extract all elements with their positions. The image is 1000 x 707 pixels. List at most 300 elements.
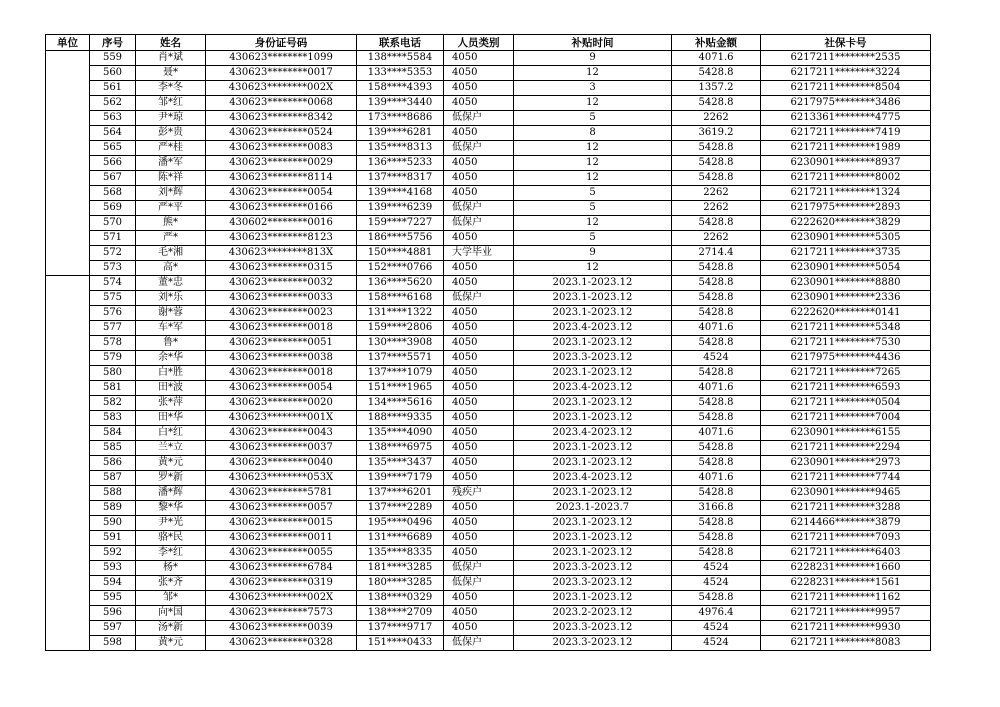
cell-amount: 4524 — [672, 561, 761, 576]
cell-card: 6217211********1324 — [761, 186, 931, 201]
table-row — [46, 141, 931, 156]
cell-phone: 139****4168 — [357, 186, 444, 201]
cell-amount: 4071.6 — [672, 471, 761, 486]
cell-id-number: 430623********0055 — [206, 546, 357, 561]
cell-card: 6228231********1660 — [761, 561, 931, 576]
cell-id-number: 430623********0319 — [206, 576, 357, 591]
cell-id-number: 430623********0015 — [206, 516, 357, 531]
cell-unit — [46, 126, 90, 141]
cell-subsidy-period: 2023.1-2023.12 — [514, 306, 672, 321]
cell-name: 董*忠 — [136, 276, 206, 291]
cell-subsidy-period: 12 — [514, 141, 672, 156]
table-row — [46, 156, 931, 171]
cell-name: 邹* — [136, 591, 206, 606]
cell-category: 4050 — [444, 231, 514, 246]
header-row — [46, 35, 931, 51]
cell-phone: 159****2806 — [357, 321, 444, 336]
cell-name: 罗*新 — [136, 471, 206, 486]
cell-id-number: 430623********0524 — [206, 126, 357, 141]
cell-amount: 4976.4 — [672, 606, 761, 621]
cell-category: 4050 — [444, 171, 514, 186]
cell-name: 熊* — [136, 216, 206, 231]
cell-no: 575 — [90, 291, 136, 306]
cell-amount: 5428.8 — [672, 171, 761, 186]
cell-category: 4050 — [444, 411, 514, 426]
cell-category: 低保户 — [444, 216, 514, 231]
cell-card: 6217211********7093 — [761, 531, 931, 546]
cell-card: 6217211********7530 — [761, 336, 931, 351]
cell-card: 6217211********7004 — [761, 411, 931, 426]
cell-name: 余*华 — [136, 351, 206, 366]
cell-amount: 5428.8 — [672, 156, 761, 171]
cell-phone: 137****5571 — [357, 351, 444, 366]
cell-id-number: 430623********0054 — [206, 381, 357, 396]
cell-name: 严*平 — [136, 201, 206, 216]
table-row — [46, 516, 931, 531]
cell-subsidy-period: 2023.4-2023.12 — [514, 426, 672, 441]
cell-subsidy-period: 9 — [514, 51, 672, 66]
table-row — [46, 411, 931, 426]
cell-amount: 4524 — [672, 636, 761, 651]
cell-phone: 131****1322 — [357, 306, 444, 321]
cell-subsidy-period: 12 — [514, 156, 672, 171]
cell-no: 561 — [90, 81, 136, 96]
cell-unit — [46, 396, 90, 411]
cell-phone: 158****4393 — [357, 81, 444, 96]
cell-subsidy-period: 5 — [514, 201, 672, 216]
cell-no: 562 — [90, 96, 136, 111]
cell-name: 肖*斌 — [136, 51, 206, 66]
cell-phone: 137****1079 — [357, 366, 444, 381]
cell-unit — [46, 621, 90, 636]
cell-phone: 151****0433 — [357, 636, 444, 651]
cell-id-number: 430623********0032 — [206, 276, 357, 291]
cell-category: 4050 — [444, 81, 514, 96]
cell-name: 张*萍 — [136, 396, 206, 411]
cell-no: 580 — [90, 366, 136, 381]
cell-phone: 186****5756 — [357, 231, 444, 246]
cell-phone: 135****4090 — [357, 426, 444, 441]
table-row — [46, 201, 931, 216]
cell-subsidy-period: 2023.1-2023.12 — [514, 531, 672, 546]
cell-card: 6228231********1561 — [761, 576, 931, 591]
cell-category: 4050 — [444, 156, 514, 171]
cell-unit — [46, 246, 90, 261]
cell-category: 4050 — [444, 546, 514, 561]
cell-category: 4050 — [444, 516, 514, 531]
cell-phone: 152****0766 — [357, 261, 444, 276]
cell-phone: 195****0496 — [357, 516, 444, 531]
cell-amount: 5428.8 — [672, 66, 761, 81]
cell-name: 毛*湘 — [136, 246, 206, 261]
cell-no: 586 — [90, 456, 136, 471]
cell-id-number: 430623********0083 — [206, 141, 357, 156]
cell-subsidy-period: 2023.3-2023.12 — [514, 621, 672, 636]
cell-name: 田*波 — [136, 381, 206, 396]
cell-no: 585 — [90, 441, 136, 456]
cell-card: 6213361********4775 — [761, 111, 931, 126]
cell-phone: 138****6975 — [357, 441, 444, 456]
cell-subsidy-period: 2023.4-2023.12 — [514, 321, 672, 336]
table-row — [46, 96, 931, 111]
cell-card: 6217211********1989 — [761, 141, 931, 156]
cell-subsidy-period: 2023.1-2023.12 — [514, 291, 672, 306]
cell-id-number: 430623********0017 — [206, 66, 357, 81]
cell-id-number: 430623********8342 — [206, 111, 357, 126]
cell-subsidy-period: 2023.1-2023.7 — [514, 501, 672, 516]
cell-amount: 5428.8 — [672, 591, 761, 606]
cell-unit — [46, 546, 90, 561]
cell-id-number: 430623********0018 — [206, 321, 357, 336]
cell-amount: 5428.8 — [672, 516, 761, 531]
table-row — [46, 546, 931, 561]
cell-name: 黎*华 — [136, 501, 206, 516]
cell-card: 6230901********5054 — [761, 261, 931, 276]
cell-category: 低保户 — [444, 201, 514, 216]
cell-unit — [46, 636, 90, 651]
col-header-id-number: 身份证号码 — [206, 35, 357, 51]
cell-amount: 5428.8 — [672, 531, 761, 546]
cell-phone: 137****8317 — [357, 171, 444, 186]
table-row — [46, 366, 931, 381]
cell-amount: 5428.8 — [672, 96, 761, 111]
cell-card: 6217211********3735 — [761, 246, 931, 261]
cell-phone: 138****2709 — [357, 606, 444, 621]
cell-unit — [46, 351, 90, 366]
cell-unit — [46, 381, 90, 396]
cell-no: 594 — [90, 576, 136, 591]
cell-amount: 2262 — [672, 111, 761, 126]
cell-card: 6217975********4436 — [761, 351, 931, 366]
cell-no: 597 — [90, 621, 136, 636]
table-row — [46, 216, 931, 231]
table-row — [46, 576, 931, 591]
cell-id-number: 430623********8114 — [206, 171, 357, 186]
cell-category: 低保户 — [444, 636, 514, 651]
cell-name: 李*红 — [136, 546, 206, 561]
cell-no: 593 — [90, 561, 136, 576]
cell-phone: 135****8313 — [357, 141, 444, 156]
cell-subsidy-period: 2023.3-2023.12 — [514, 351, 672, 366]
cell-phone: 133****5353 — [357, 66, 444, 81]
cell-card: 6217975********2893 — [761, 201, 931, 216]
table-body — [46, 51, 931, 651]
cell-card: 6230901********8937 — [761, 156, 931, 171]
cell-no: 567 — [90, 171, 136, 186]
table-row — [46, 276, 931, 291]
cell-id-number: 430623********0315 — [206, 261, 357, 276]
cell-unit — [46, 141, 90, 156]
cell-phone: 139****6239 — [357, 201, 444, 216]
table-row — [46, 81, 931, 96]
cell-card: 6217211********1162 — [761, 591, 931, 606]
cell-unit — [46, 591, 90, 606]
cell-unit — [46, 486, 90, 501]
cell-phone: 138****5584 — [357, 51, 444, 66]
cell-card: 6230901********2336 — [761, 291, 931, 306]
cell-card: 6217211********7744 — [761, 471, 931, 486]
cell-category: 4050 — [444, 366, 514, 381]
cell-no: 576 — [90, 306, 136, 321]
cell-no: 569 — [90, 201, 136, 216]
cell-subsidy-period: 2023.3-2023.12 — [514, 561, 672, 576]
cell-category: 低保户 — [444, 561, 514, 576]
cell-unit — [46, 291, 90, 306]
cell-phone: 181****3285 — [357, 561, 444, 576]
cell-category: 4050 — [444, 51, 514, 66]
cell-no: 588 — [90, 486, 136, 501]
cell-no: 591 — [90, 531, 136, 546]
cell-no: 596 — [90, 606, 136, 621]
cell-unit — [46, 606, 90, 621]
cell-category: 4050 — [444, 186, 514, 201]
cell-id-number: 430623********0068 — [206, 96, 357, 111]
cell-phone: 151****1965 — [357, 381, 444, 396]
cell-no: 559 — [90, 51, 136, 66]
cell-card: 6214466********3879 — [761, 516, 931, 531]
table-row — [46, 66, 931, 81]
cell-unit — [46, 171, 90, 186]
cell-subsidy-period: 12 — [514, 171, 672, 186]
cell-unit — [46, 336, 90, 351]
cell-category: 4050 — [444, 471, 514, 486]
table-row — [46, 486, 931, 501]
cell-category: 低保户 — [444, 291, 514, 306]
cell-name: 白*红 — [136, 426, 206, 441]
cell-amount: 5428.8 — [672, 216, 761, 231]
cell-phone: 139****6281 — [357, 126, 444, 141]
cell-phone: 139****3440 — [357, 96, 444, 111]
table-row — [46, 321, 931, 336]
cell-unit — [46, 96, 90, 111]
cell-card: 6217211********8002 — [761, 171, 931, 186]
table-row — [46, 426, 931, 441]
cell-name: 严* — [136, 231, 206, 246]
cell-phone: 188****9335 — [357, 411, 444, 426]
cell-no: 565 — [90, 141, 136, 156]
cell-category: 4050 — [444, 501, 514, 516]
table-row — [46, 111, 931, 126]
cell-card: 6217211********9957 — [761, 606, 931, 621]
cell-card: 6217975********3486 — [761, 96, 931, 111]
cell-phone: 158****6168 — [357, 291, 444, 306]
cell-subsidy-period: 12 — [514, 66, 672, 81]
cell-unit — [46, 51, 90, 66]
cell-name: 彭*贵 — [136, 126, 206, 141]
cell-phone: 136****5233 — [357, 156, 444, 171]
cell-category: 4050 — [444, 531, 514, 546]
table-row — [46, 456, 931, 471]
cell-amount: 2714.4 — [672, 246, 761, 261]
cell-card: 6217211********2535 — [761, 51, 931, 66]
cell-card: 6217211********9930 — [761, 621, 931, 636]
cell-category: 4050 — [444, 306, 514, 321]
cell-phone: 134****5616 — [357, 396, 444, 411]
cell-category: 低保户 — [444, 111, 514, 126]
table-row — [46, 336, 931, 351]
cell-amount: 5428.8 — [672, 141, 761, 156]
cell-card: 6217211********8504 — [761, 81, 931, 96]
table-row — [46, 291, 931, 306]
cell-no: 581 — [90, 381, 136, 396]
cell-no: 568 — [90, 186, 136, 201]
cell-name: 汤*新 — [136, 621, 206, 636]
cell-card: 6217211********2294 — [761, 441, 931, 456]
table-row — [46, 246, 931, 261]
cell-no: 582 — [90, 396, 136, 411]
cell-amount: 5428.8 — [672, 276, 761, 291]
cell-subsidy-period: 2023.1-2023.12 — [514, 396, 672, 411]
cell-no: 592 — [90, 546, 136, 561]
cell-phone: 137****6201 — [357, 486, 444, 501]
cell-id-number: 430623********0038 — [206, 351, 357, 366]
cell-subsidy-period: 2023.4-2023.12 — [514, 381, 672, 396]
cell-name: 骆*民 — [136, 531, 206, 546]
cell-name: 张*齐 — [136, 576, 206, 591]
cell-category: 4050 — [444, 126, 514, 141]
cell-no: 587 — [90, 471, 136, 486]
cell-no: 595 — [90, 591, 136, 606]
cell-no: 577 — [90, 321, 136, 336]
table-row — [46, 396, 931, 411]
cell-id-number: 430623********0051 — [206, 336, 357, 351]
col-header-unit: 单位 — [46, 35, 90, 51]
cell-name: 邹*红 — [136, 96, 206, 111]
cell-id-number: 430623********0020 — [206, 396, 357, 411]
cell-subsidy-period: 2023.3-2023.12 — [514, 636, 672, 651]
cell-phone: 137****9717 — [357, 621, 444, 636]
cell-amount: 5428.8 — [672, 456, 761, 471]
cell-name: 尹*光 — [136, 516, 206, 531]
cell-no: 573 — [90, 261, 136, 276]
cell-subsidy-period: 9 — [514, 246, 672, 261]
cell-subsidy-period: 12 — [514, 216, 672, 231]
cell-subsidy-period: 2023.1-2023.12 — [514, 546, 672, 561]
cell-amount: 5428.8 — [672, 486, 761, 501]
cell-id-number: 430623********0039 — [206, 621, 357, 636]
cell-subsidy-period: 2023.1-2023.12 — [514, 366, 672, 381]
cell-phone: 180****3285 — [357, 576, 444, 591]
cell-phone: 137****2289 — [357, 501, 444, 516]
subsidy-table — [45, 34, 931, 651]
cell-phone: 159****7227 — [357, 216, 444, 231]
cell-name: 潘*辉 — [136, 486, 206, 501]
cell-id-number: 430623********813X — [206, 246, 357, 261]
table-row — [46, 351, 931, 366]
cell-id-number: 430623********0011 — [206, 531, 357, 546]
cell-no: 560 — [90, 66, 136, 81]
cell-id-number: 430623********8123 — [206, 231, 357, 246]
cell-no: 563 — [90, 111, 136, 126]
table-row — [46, 381, 931, 396]
cell-subsidy-period: 2023.1-2023.12 — [514, 411, 672, 426]
cell-unit — [46, 156, 90, 171]
cell-card: 6217211********7265 — [761, 366, 931, 381]
cell-subsidy-period: 2023.1-2023.12 — [514, 486, 672, 501]
col-header-amount: 补贴金额 — [672, 35, 761, 51]
cell-category: 4050 — [444, 621, 514, 636]
cell-category: 低保户 — [444, 141, 514, 156]
table-row — [46, 261, 931, 276]
cell-unit — [46, 516, 90, 531]
cell-subsidy-period: 12 — [514, 261, 672, 276]
cell-phone: 135****3437 — [357, 456, 444, 471]
cell-subsidy-period: 5 — [514, 231, 672, 246]
cell-name: 谢*蓉 — [136, 306, 206, 321]
cell-no: 570 — [90, 216, 136, 231]
cell-name: 兰*立 — [136, 441, 206, 456]
cell-phone: 138****0329 — [357, 591, 444, 606]
cell-unit — [46, 456, 90, 471]
cell-card: 6217211********5348 — [761, 321, 931, 336]
cell-name: 尹*琼 — [136, 111, 206, 126]
cell-unit — [46, 216, 90, 231]
table-row — [46, 606, 931, 621]
cell-subsidy-period: 3 — [514, 81, 672, 96]
cell-amount: 4524 — [672, 621, 761, 636]
cell-amount: 5428.8 — [672, 546, 761, 561]
cell-card: 6230901********2973 — [761, 456, 931, 471]
cell-no: 589 — [90, 501, 136, 516]
cell-id-number: 430623********002X — [206, 591, 357, 606]
cell-category: 4050 — [444, 396, 514, 411]
cell-unit — [46, 441, 90, 456]
table-row — [46, 306, 931, 321]
cell-category: 4050 — [444, 456, 514, 471]
table-row — [46, 561, 931, 576]
cell-no: 598 — [90, 636, 136, 651]
cell-category: 4050 — [444, 426, 514, 441]
cell-amount: 4524 — [672, 351, 761, 366]
cell-category: 4050 — [444, 321, 514, 336]
cell-phone: 173****8686 — [357, 111, 444, 126]
cell-id-number: 430623********0043 — [206, 426, 357, 441]
cell-name: 杨* — [136, 561, 206, 576]
table-row — [46, 531, 931, 546]
cell-amount: 4071.6 — [672, 381, 761, 396]
cell-subsidy-period: 2023.1-2023.12 — [514, 336, 672, 351]
cell-id-number: 430623********0018 — [206, 366, 357, 381]
cell-phone: 150****4881 — [357, 246, 444, 261]
cell-id-number: 430623********001X — [206, 411, 357, 426]
cell-id-number: 430623********0054 — [206, 186, 357, 201]
cell-unit — [46, 531, 90, 546]
cell-phone: 135****8335 — [357, 546, 444, 561]
cell-amount: 5428.8 — [672, 396, 761, 411]
cell-amount: 5428.8 — [672, 306, 761, 321]
cell-amount: 2262 — [672, 231, 761, 246]
col-header-phone: 联系电话 — [357, 35, 444, 51]
cell-subsidy-period: 2023.1-2023.12 — [514, 456, 672, 471]
cell-category: 4050 — [444, 381, 514, 396]
cell-id-number: 430623********0166 — [206, 201, 357, 216]
col-header-card: 社保卡号 — [761, 35, 931, 51]
cell-phone: 136****5620 — [357, 276, 444, 291]
cell-amount: 2262 — [672, 186, 761, 201]
cell-subsidy-period: 5 — [514, 186, 672, 201]
cell-unit — [46, 561, 90, 576]
cell-name: 向*国 — [136, 606, 206, 621]
cell-card: 6217211********0504 — [761, 396, 931, 411]
cell-amount: 5428.8 — [672, 336, 761, 351]
cell-subsidy-period: 2023.2-2023.12 — [514, 606, 672, 621]
cell-amount: 4071.6 — [672, 51, 761, 66]
cell-id-number: 430623********0040 — [206, 456, 357, 471]
cell-amount: 2262 — [672, 201, 761, 216]
cell-id-number: 430623********5781 — [206, 486, 357, 501]
cell-card: 6217211********6403 — [761, 546, 931, 561]
cell-category: 4050 — [444, 606, 514, 621]
